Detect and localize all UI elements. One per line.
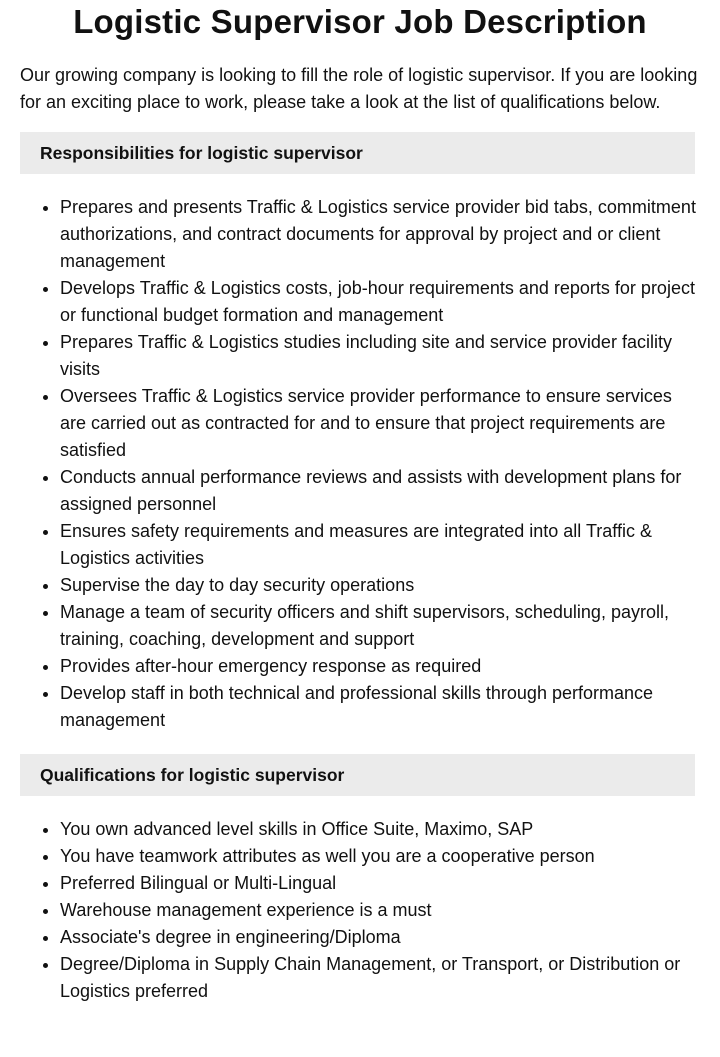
list-item: • Preferred Bilingual or Multi-Lingual (60, 870, 698, 897)
responsibilities-list (0, 194, 720, 734)
list-item: • Provides after-hour emergency response as required (60, 653, 698, 680)
qualifications-list (0, 816, 720, 1005)
list-item: • Manage a team of security officers and shift supervisors, scheduling, payroll, training, coaching, development and support (60, 599, 698, 653)
qualifications-heading: Qualifications for logistic supervisor (20, 754, 695, 796)
intro-paragraph: Our growing company is looking to fill the role of logistic supervisor. If you are looking for an exciting place to work, please take a look at the list of qualifications below. (20, 65, 698, 112)
list-item: • Develops Traffic & Logistics costs, job-hour requirements and reports for project or functional budget formation and management (60, 275, 698, 329)
list-item: • Develop staff in both technical and professional skills through performance management (60, 680, 698, 734)
list-item: • Ensures safety requirements and measures are integrated into all Traffic & Logistics activities (60, 518, 698, 572)
list-item: • Degree/Diploma in Supply Chain Management, or Transport, or Distribution or Logistics preferred (60, 951, 698, 1005)
list-item: • Supervise the day to day security operations (60, 572, 698, 599)
list-item: • Associate's degree in engineering/Diploma (60, 924, 698, 951)
list-item: • Prepares and presents Traffic & Logistics service provider bid tabs, commitment authorizations, and contract documents for approval by project and or client management (60, 194, 698, 275)
page-title: Logistic Supervisor Job Description (73, 3, 647, 40)
list-item: • You own advanced level skills in Office Suite, Maximo, SAP (60, 816, 698, 843)
list-item: • Conducts annual performance reviews and assists with development plans for assigned personnel (60, 464, 698, 518)
list-item: • Prepares Traffic & Logistics studies including site and service provider facility visits (60, 329, 698, 383)
responsibilities-heading: Responsibilities for logistic supervisor (20, 132, 695, 174)
list-item: • Warehouse management experience is a must (60, 897, 698, 924)
list-item: • You have teamwork attributes as well you are a cooperative person (60, 843, 698, 870)
list-item: • Oversees Traffic & Logistics service provider performance to ensure services are carried out as contracted for and to ensure that project requirements are satisfied (60, 383, 698, 464)
